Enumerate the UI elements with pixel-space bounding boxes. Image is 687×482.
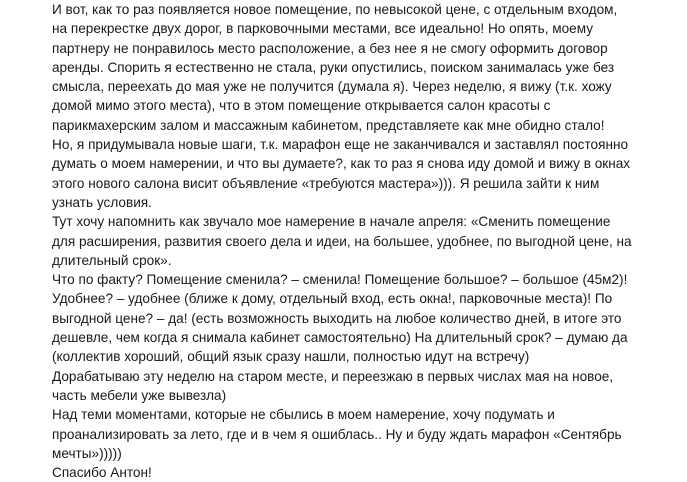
text-line: Спасибо Антон! bbox=[52, 465, 152, 481]
text-line: Но, я придумывала новые шаги, т.к. марафон еще не заканчивался и заставлял постоянно bbox=[52, 137, 629, 153]
text-line: выгодной цене? – да! (есть возможность выходить на любое количество дней, в итоге это bbox=[52, 310, 622, 326]
text-line: на перекрестке двух дорог, в парковочными местами, все идеально! Но опять, моему bbox=[52, 21, 594, 37]
document-body bbox=[52, 0, 682, 482]
text-line: узнать условия. bbox=[52, 194, 152, 210]
text-line: Удобнее? – удобнее (ближе к дому, отдельный вход, есть окна!, парковочные места)! По bbox=[52, 291, 613, 307]
text-line: И вот, как то раз появляется новое помещение, по невысокой цене, с отдельным входом, bbox=[52, 2, 618, 17]
text-line: часть мебели уже вывезла) bbox=[52, 387, 227, 403]
text-line: проанализировать за лето, где и в чем я ошиблась.. Ну и буду ждать марафон «Сентябрь bbox=[52, 426, 622, 442]
text-line: длительный срок». bbox=[52, 252, 172, 268]
text-line: Дорабатываю эту неделю на старом месте, и переезжаю в первых числах мая на новое, bbox=[52, 368, 614, 384]
text-line: (коллектив хороший, общий язык сразу нашли, полностью идут на встречу) bbox=[52, 349, 530, 365]
text-line: думать о моем намерении, и что вы думаете?, как то раз я снова иду домой и вижу в окнах bbox=[52, 156, 631, 172]
text-line: аренды. Спорить я естественно не стала, руки опустились, поиском занималась уже без bbox=[52, 59, 615, 75]
text-line: Что по факту? Помещение сменила? – сменила! Помещение большое? – большое (45м2)! bbox=[52, 272, 628, 288]
text-line: Над теми моментами, которые не сбылись в моем намерение, хочу подумать и bbox=[52, 407, 555, 423]
text-line: Тут хочу напомнить как звучало мое намерение в начале апреля: «Сменить помещение bbox=[52, 214, 611, 230]
text-line: домой мимо этого места), что в этом помещение открывается салон красоты с bbox=[52, 98, 551, 114]
text-line: парикмахерским залом и массажным кабинетом, представляете как мне обидно стало! bbox=[52, 117, 605, 133]
text-line: этого нового салона висит объявление «требуются мастера»))). Я решила зайти к ним bbox=[52, 175, 600, 191]
text-line: партнеру не понравилось место расположение, а без нее я не смогу оформить договор bbox=[52, 40, 608, 56]
text-line: смысла, переехать до мая уже не получится (думала я). Через неделю, я вижу (т.к. хожу bbox=[52, 79, 612, 95]
text-line: дешевле, чем когда я снимала кабинет самостоятельно) На длительный срок? – думаю да bbox=[52, 330, 628, 346]
text-line: для расширения, развития своего дела и идеи, на большее, удобнее, по выгодной цене, на bbox=[52, 233, 632, 249]
text-line: мечты»))))) bbox=[52, 445, 122, 461]
